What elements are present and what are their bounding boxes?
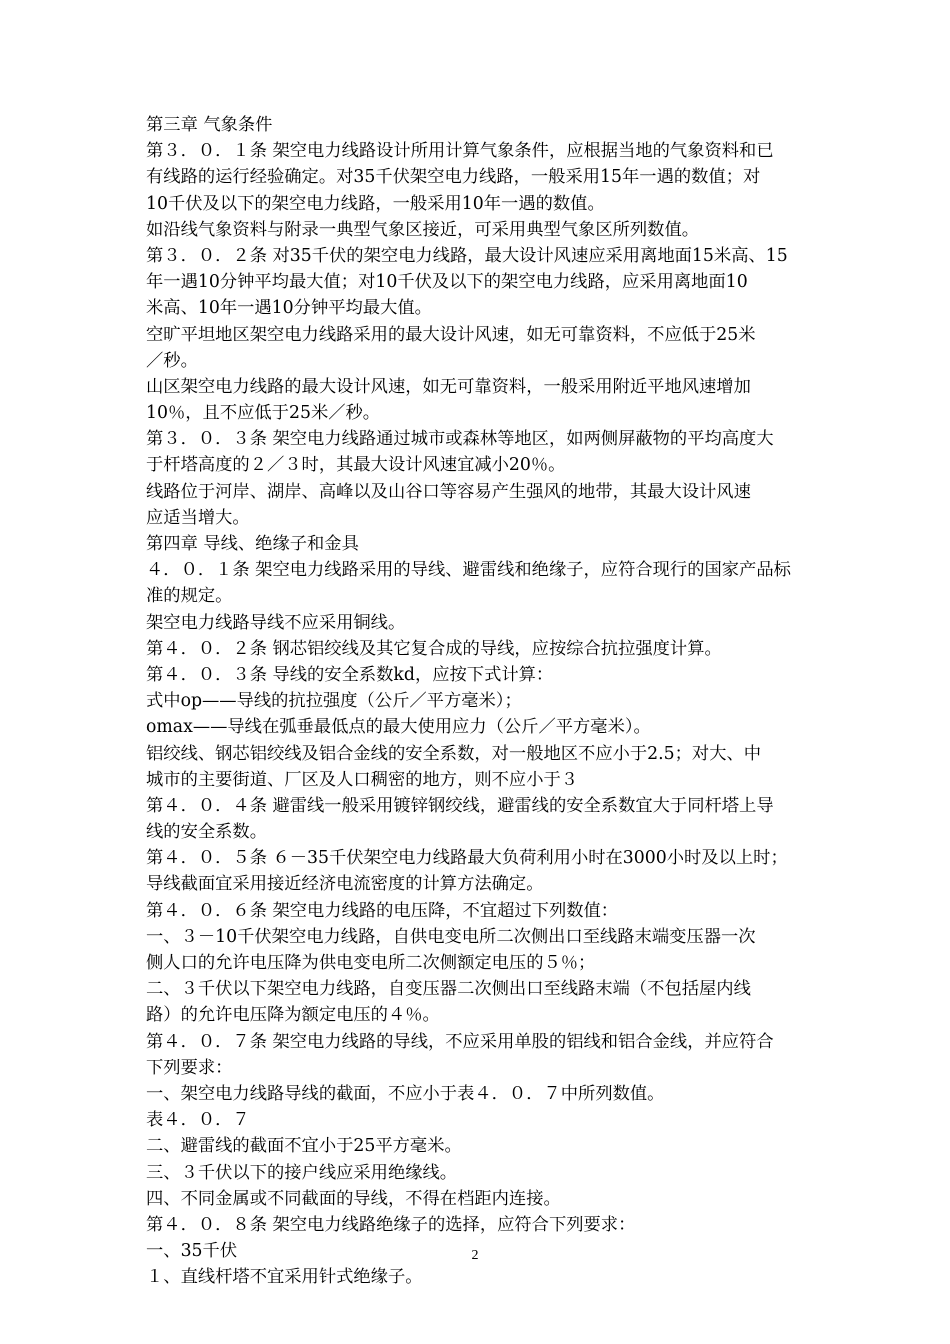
text-line: 架空电力线路导线不应采用铜线。 [146,612,406,633]
text-line: 第４．０．４条 避雷线一般采用镀锌钢绞线，避雷线的安全系数宜大于同杆塔上导 [146,795,774,816]
text-line: 第４．０．８条 架空电力线路绝缘子的选择，应符合下列要求： [146,1214,636,1235]
text-line: 第３．０．３条 架空电力线路通过城市或森林等地区，如两侧屏蔽物的平均高度大 [146,429,774,450]
text-line: 第３．０．２条 对35千伏的架空电力线路，最大设计风速应采用离地面15米高、15 [146,245,788,266]
text-line: 二、避雷线的截面不宜小于25平方毫米。 [146,1136,462,1157]
text-line: 米高、10年一遇10分钟平均最大值。 [146,298,432,319]
document-body [146,112,818,1290]
text-line: 城市的主要街道、厂区及人口稠密的地方，则不应小于３ [146,769,579,790]
text-line: 第３．０．１条 架空电力线路设计所用计算气象条件，应根据当地的气象资料和已 [146,141,774,162]
text-line: 第４．０．６条 架空电力线路的电压降，不宜超过下列数值： [146,900,619,921]
text-line: 空旷平坦地区架空电力线路采用的最大设计风速，如无可靠资料，不应低于25米 [146,324,756,345]
text-line: ／秒。 [146,350,198,371]
text-line: 一、３－10千伏架空电力线路，自供电变电所二次侧出口至线路末端变压器一次 [146,926,756,947]
text-line: 如沿线气象资料与附录一典型气象区接近，可采用典型气象区所列数值。 [146,219,700,240]
text-line: 第三章 气象条件 [146,115,273,135]
text-line: 线的安全系数。 [146,822,267,843]
text-line: 侧人口的允许电压降为供电变电所二次侧额定电压的５％； [146,953,596,973]
page-number: 2 [471,1248,479,1263]
text-line: 四、不同金属或不同截面的导线，不得在档距内连接。 [146,1188,561,1209]
text-line: 10千伏及以下的架空电力线路，一般采用10年一遇的数值。 [146,193,605,214]
text-line: 有线路的运行经验确定。对35千伏架空电力线路，一般采用15年一遇的数值；对 [146,167,761,188]
text-line: １、直线杆塔不宜采用针式绝缘子。 [146,1267,423,1288]
text-line: 三、３千伏以下的接户线应采用绝缘线。 [146,1162,458,1183]
text-line: 式中op——导线的抗拉强度（公斤／平方毫米）； [146,691,522,712]
text-line: 路）的允许电压降为额定电压的４％。 [146,1005,440,1026]
text-line: 山区架空电力线路的最大设计风速，如无可靠资料，一般采用附近平地风速增加 [146,376,751,397]
text-line: 第４．０．５条 ６－35千伏架空电力线路最大负荷利用小时在3000小时及以上时； [146,848,788,869]
text-line: 导线截面宜采用接近经济电流密度的计算方法确定。 [146,874,544,895]
text-line: omax——导线在弧垂最低点的最大使用应力（公斤／平方毫米）。 [146,717,651,738]
text-line: 线路位于河岸、湖岸、高峰以及山谷口等容易产生强风的地带，其最大设计风速 [146,481,751,502]
text-line: 第４．０．７条 架空电力线路的导线，不应采用单股的铝线和铝合金线，并应符合 [146,1031,774,1052]
text-line: 年一遇10分钟平均最大值；对10千伏及以下的架空电力线路，应采用离地面10 [146,272,748,293]
text-line: 于杆塔高度的２／３时，其最大设计风速宜减小20％。 [146,455,566,476]
text-line: 下列要求： [146,1057,233,1078]
text-line: 第４．０．２条 钢芯铝绞线及其它复合成的导线，应按综合抗拉强度计算。 [146,638,722,659]
text-line: 第４．０．３条 导线的安全系数kd，应按下式计算： [146,664,554,685]
text-line: 一、架空电力线路导线的截面，不应小于表４．０．７中所列数值。 [146,1083,665,1104]
text-line: 铝绞线、钢芯铝绞线及铝合金线的安全系数，对一般地区不应小于2.5；对大、中 [146,743,762,764]
text-line: 10％，且不应低于25米／秒。 [146,403,381,424]
text-line: 表４．０．７ [146,1110,250,1131]
text-line: 第四章 导线、绝缘子和金具 [146,534,359,554]
text-line: 应适当增大。 [146,507,250,528]
text-line: ４．０．１条 架空电力线路采用的导线、避雷线和绝缘子，应符合现行的国家产品标 [146,560,791,581]
text-line: 准的规定。 [146,586,233,607]
text-line: 一、35千伏 [146,1241,238,1262]
text-line: 二、３千伏以下架空电力线路，自变压器二次侧出口至线路末端（不包括屋内线 [146,979,751,1000]
